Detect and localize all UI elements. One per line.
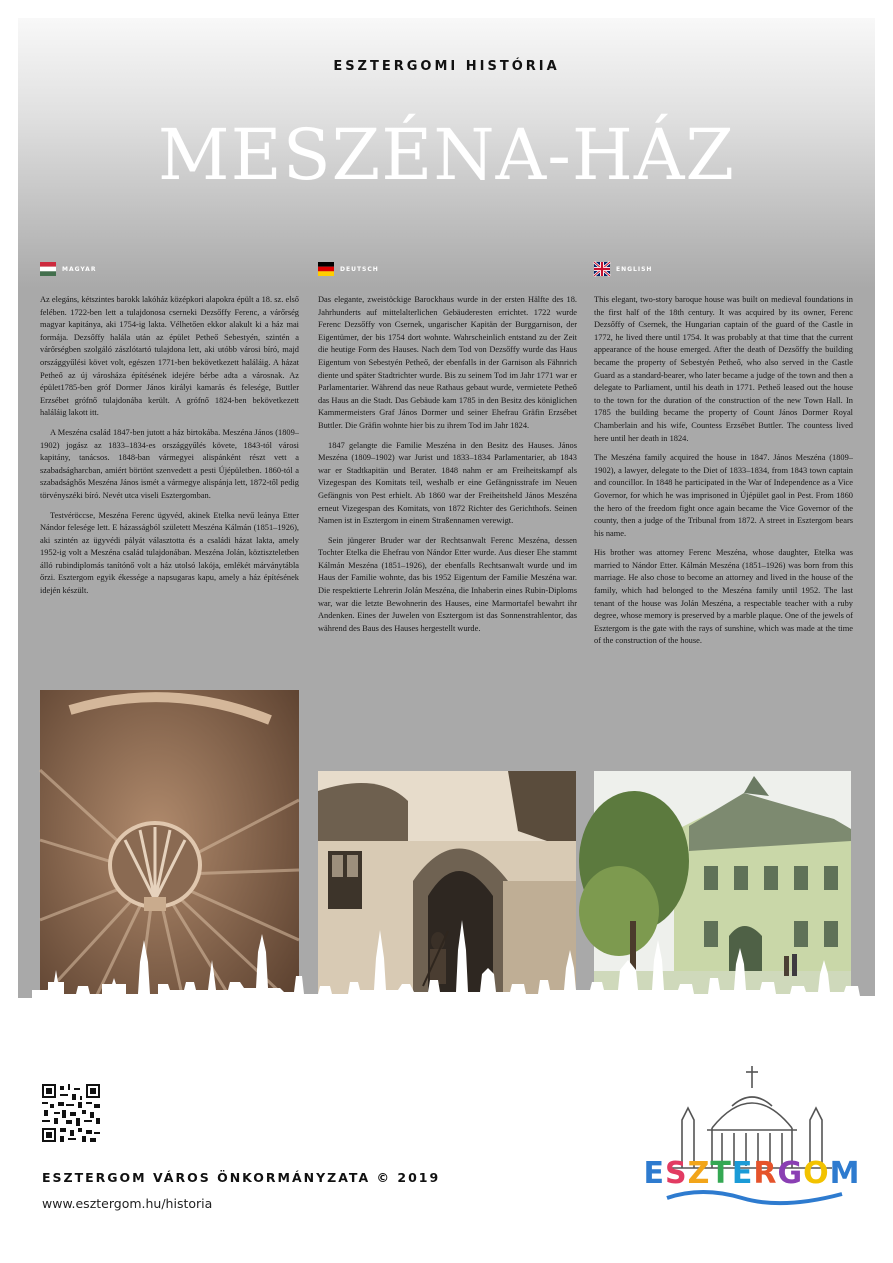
- paragraph: His brother was attorney Ferenc Meszéna, whose daughter, Etelka was married to Nándor Etter. Kálmán Meszéna (1851–1926) was born from this marriage. He also chose to become an attorney and lived in the house of the family, which had belonged to the Meszéna family until 1952. The last tenant of the house was Jolán Meszéna, a respectable teacher with a ruby degree, whose memory is preserved by a marble plaque. One of the jewels of Esztergom is the gate with the rays of sunshine, which was made at the time of the construction of the house.: [594, 548, 853, 646]
- qr-code-icon: [42, 1084, 100, 1142]
- paragraph: The Meszéna family acquired the house in 1847. János Meszéna (1809–1902), a lawyer, delegate to the Diet of 1833–1834, from 1843 town captain and councillor. In 1848 he participated in the War of Independence as a Vice Governor, for which he was imprisoned in Újépület gaol in Pest. From 1860 the hero of the freedom fight once again became the Vice Governor of the county, then a judge of the Tribunal from 1872. A street in Esztergom bears his name.: [594, 453, 853, 538]
- paragraph: Sein jüngerer Bruder war der Rechtsanwalt Ferenc Meszéna, dessen Tochter Etelka die Ehefrau von Nándor Etter wurde. Aus dieser Ehe stammt Kálmán Meszéna (1851–1926), der ebenfalls Rechtsanwalt wurde und im Haus der Familie wohnte, das bis 1952 Eigentum der Familie Meszéna war. Die respektierte Lehrerin Jolán Meszéna, die Inhaberin eines Rubin-Diploms war, war die letzte Bewohnerin des Hauses, eine Marmortafel bewahrt ihr Andenken. Eines der Juwelen von Esztergom ist das Sonnenstrahlentor, das während des Baus des Hauses hergestellt wurde.: [318, 535, 577, 633]
- lang-label: ENGLISH: [616, 265, 653, 273]
- website-link[interactable]: www.esztergom.hu/historia: [42, 1196, 213, 1211]
- lang-header-english: [594, 262, 853, 276]
- svg-text:ESZTERGOM: ESZTERGOM: [643, 1156, 861, 1191]
- page-title: MESZÉNA-HÁZ: [157, 114, 736, 196]
- paragraph: 1847 gelangte die Familie Meszéna in den Besitz des Hauses. János Meszéna (1809–1902) war Jurist und 1833–1834 Parlamentarier, ab 1843 war er Stadtkapitän und Berater. 1848 nahm er am Freiheitskampf als Vizegespan des Komitats teil, weshalb er eine Gefängnisstrafe im Neuen Gefängnis von Pest erhielt. Ab 1860 war der Freiheitsheld János Meszéna erneut Vizegespan des Komitats, von 1872 Richter des Gerichthofs. Seinen Namen ist in Esztergom in einem Straßennamen verewigt.: [318, 440, 577, 526]
- lang-label: MAGYAR: [62, 265, 97, 273]
- esztergom-logo: [643, 1058, 861, 1208]
- column-hungarian: [40, 262, 299, 605]
- paragraph: This elegant, two-story baroque house was built on medieval foundations in the first half of the 18th century. It was acquired by its owner, Ferenc Dezsőffy of Csernek, the Hungarian captain of the guard of the Castle in 1772, he lived there until 1754. It was probably at that time that the current appearance of the house emerged. After the death of Dezsőffy the building became the property of Sebestyén Petheő, who also served in the Castle Guard as a standard-bearer, who later became a judge of the town and then a delegate to Parliament, until his death in 1771. Petheő leased out the house to the town for the duration of the construction of the new Town Hall. In 1785 the building became the property of Count János Dormer Royal Chamberlain and his wife, Countess Erzsébet Buttler. The countess lived here until her death in 1824.: [594, 295, 853, 443]
- column-text: [594, 294, 853, 648]
- german-flag-icon: [318, 262, 334, 276]
- paragraph: A Meszéna család 1847-ben jutott a ház birtokába. Meszéna János (1809–1902) jogász az 1833–1834-es országgyűlés követe, 1843-tól városi kapitány, tanácsos. 1848-ban vármegyei alispánként részt vett a szabadságharcban, amiért börtönt szenvedett a pesti Újépületben. 1860-tól a szabadsághős Meszéna János ismét a vármegye alispánja lett, 1872-től pedig törvényszéki bíró. Nevét utca viseli Esztergomban.: [40, 427, 299, 500]
- lang-header-hungarian: [40, 262, 299, 276]
- paragraph: Testvéröccse, Meszéna Ferenc ügyvéd, akinek Etelka nevű leánya Etter Nándor felesége lett. E házasságból született Meszéna Kálmán (1851–1926), aki szintén az ügyvédi pályát választotta és a családi házat lakta, amely 1952-ig volt a Meszéna család tulajdonában. Meszéna Jolán, köztiszteletben álló rubindiplomás tanítónő volt a ház utolsó lakója, emlékét márványtábla őrzi. Esztergom egyik ékessége a napsugaras kapu, amely a ház építésének idején készült.: [40, 510, 299, 596]
- column-german: [318, 262, 577, 642]
- column-english: [594, 262, 853, 655]
- column-text: [40, 294, 299, 598]
- lang-header-german: [318, 262, 577, 276]
- city-skyline-silhouette: [18, 890, 875, 1035]
- hungarian-flag-icon: [40, 262, 56, 276]
- paragraph: Az elegáns, kétszintes barokk lakóház középkori alapokra épült a 18. sz. első felében. 1722-ben lett a tulajdonosa cserneki Dezsőffy Ferenc, a várőrség magyar kapitánya, aki 1754-ig lakta. Vélhetően ekkor alakult ki a ház mai formája. Dezsőffy halála után az épület Petheő Sebestyén, szintén a várőrségben szolgáló zászlótartó tulajdona lett, aki utóbb városi bíró, majd országgyűlési követ volt, egészen 1771-ben bekövetkezett haláláig. A házat Petheő az új városháza építésének idejére bérbe adta a városnak. Az épület1785-ben gróf Dormer János királyi kamarás és felesége, Buttler Erzsébet grófnő tulajdonába került. A grófnő 1824-ben bekövetkezett haláláig lakott itt.: [40, 295, 299, 418]
- lang-label: DEUTSCH: [340, 265, 379, 273]
- uk-flag-icon: [594, 262, 610, 276]
- publisher-credit: ESZTERGOM VÁROS ÖNKORMÁNYZATA © 2019: [42, 1170, 441, 1185]
- paragraph: Das elegante, zweistöckige Barockhaus wurde in der ersten Hälfte des 18. Jahrhunderts auf mittelalterlichen Gebäuderesten errichtet. 1722 wurde Ferenc Dezsőffy von Csernek, ungarischer Kapitän der Burggarnison, der Eigentümer, der bis 1754 dort wohnte. Wahrscheinlich entstand zu der Zeit die heutige Form des Hauses. Nach dem Tod von Dezsőffy wurde das Haus Eigentum von Sebestyén Petheő, der ebenfalls in der Garnison als Fähnrich diente und später Stadtrichter wurde. Bis zu seinem Tod im Jahr 1771 war er Parlamentarier. Während das neue Rathaus gebaut wurde, vermietete Petheő das Haus an die Stadt. Das Gebäude kam 1785 in den Besitz des königlichen Kammermeisters Graf János Dormer und seiner Ehefrau Gräfin Erzsébet Buttler. Die Gräfin wohnte hier bis zu ihrem Tod im Jahr 1824.: [318, 295, 577, 430]
- series-title: ESZTERGOMI HISTÓRIA: [333, 59, 560, 74]
- column-text: [318, 294, 577, 635]
